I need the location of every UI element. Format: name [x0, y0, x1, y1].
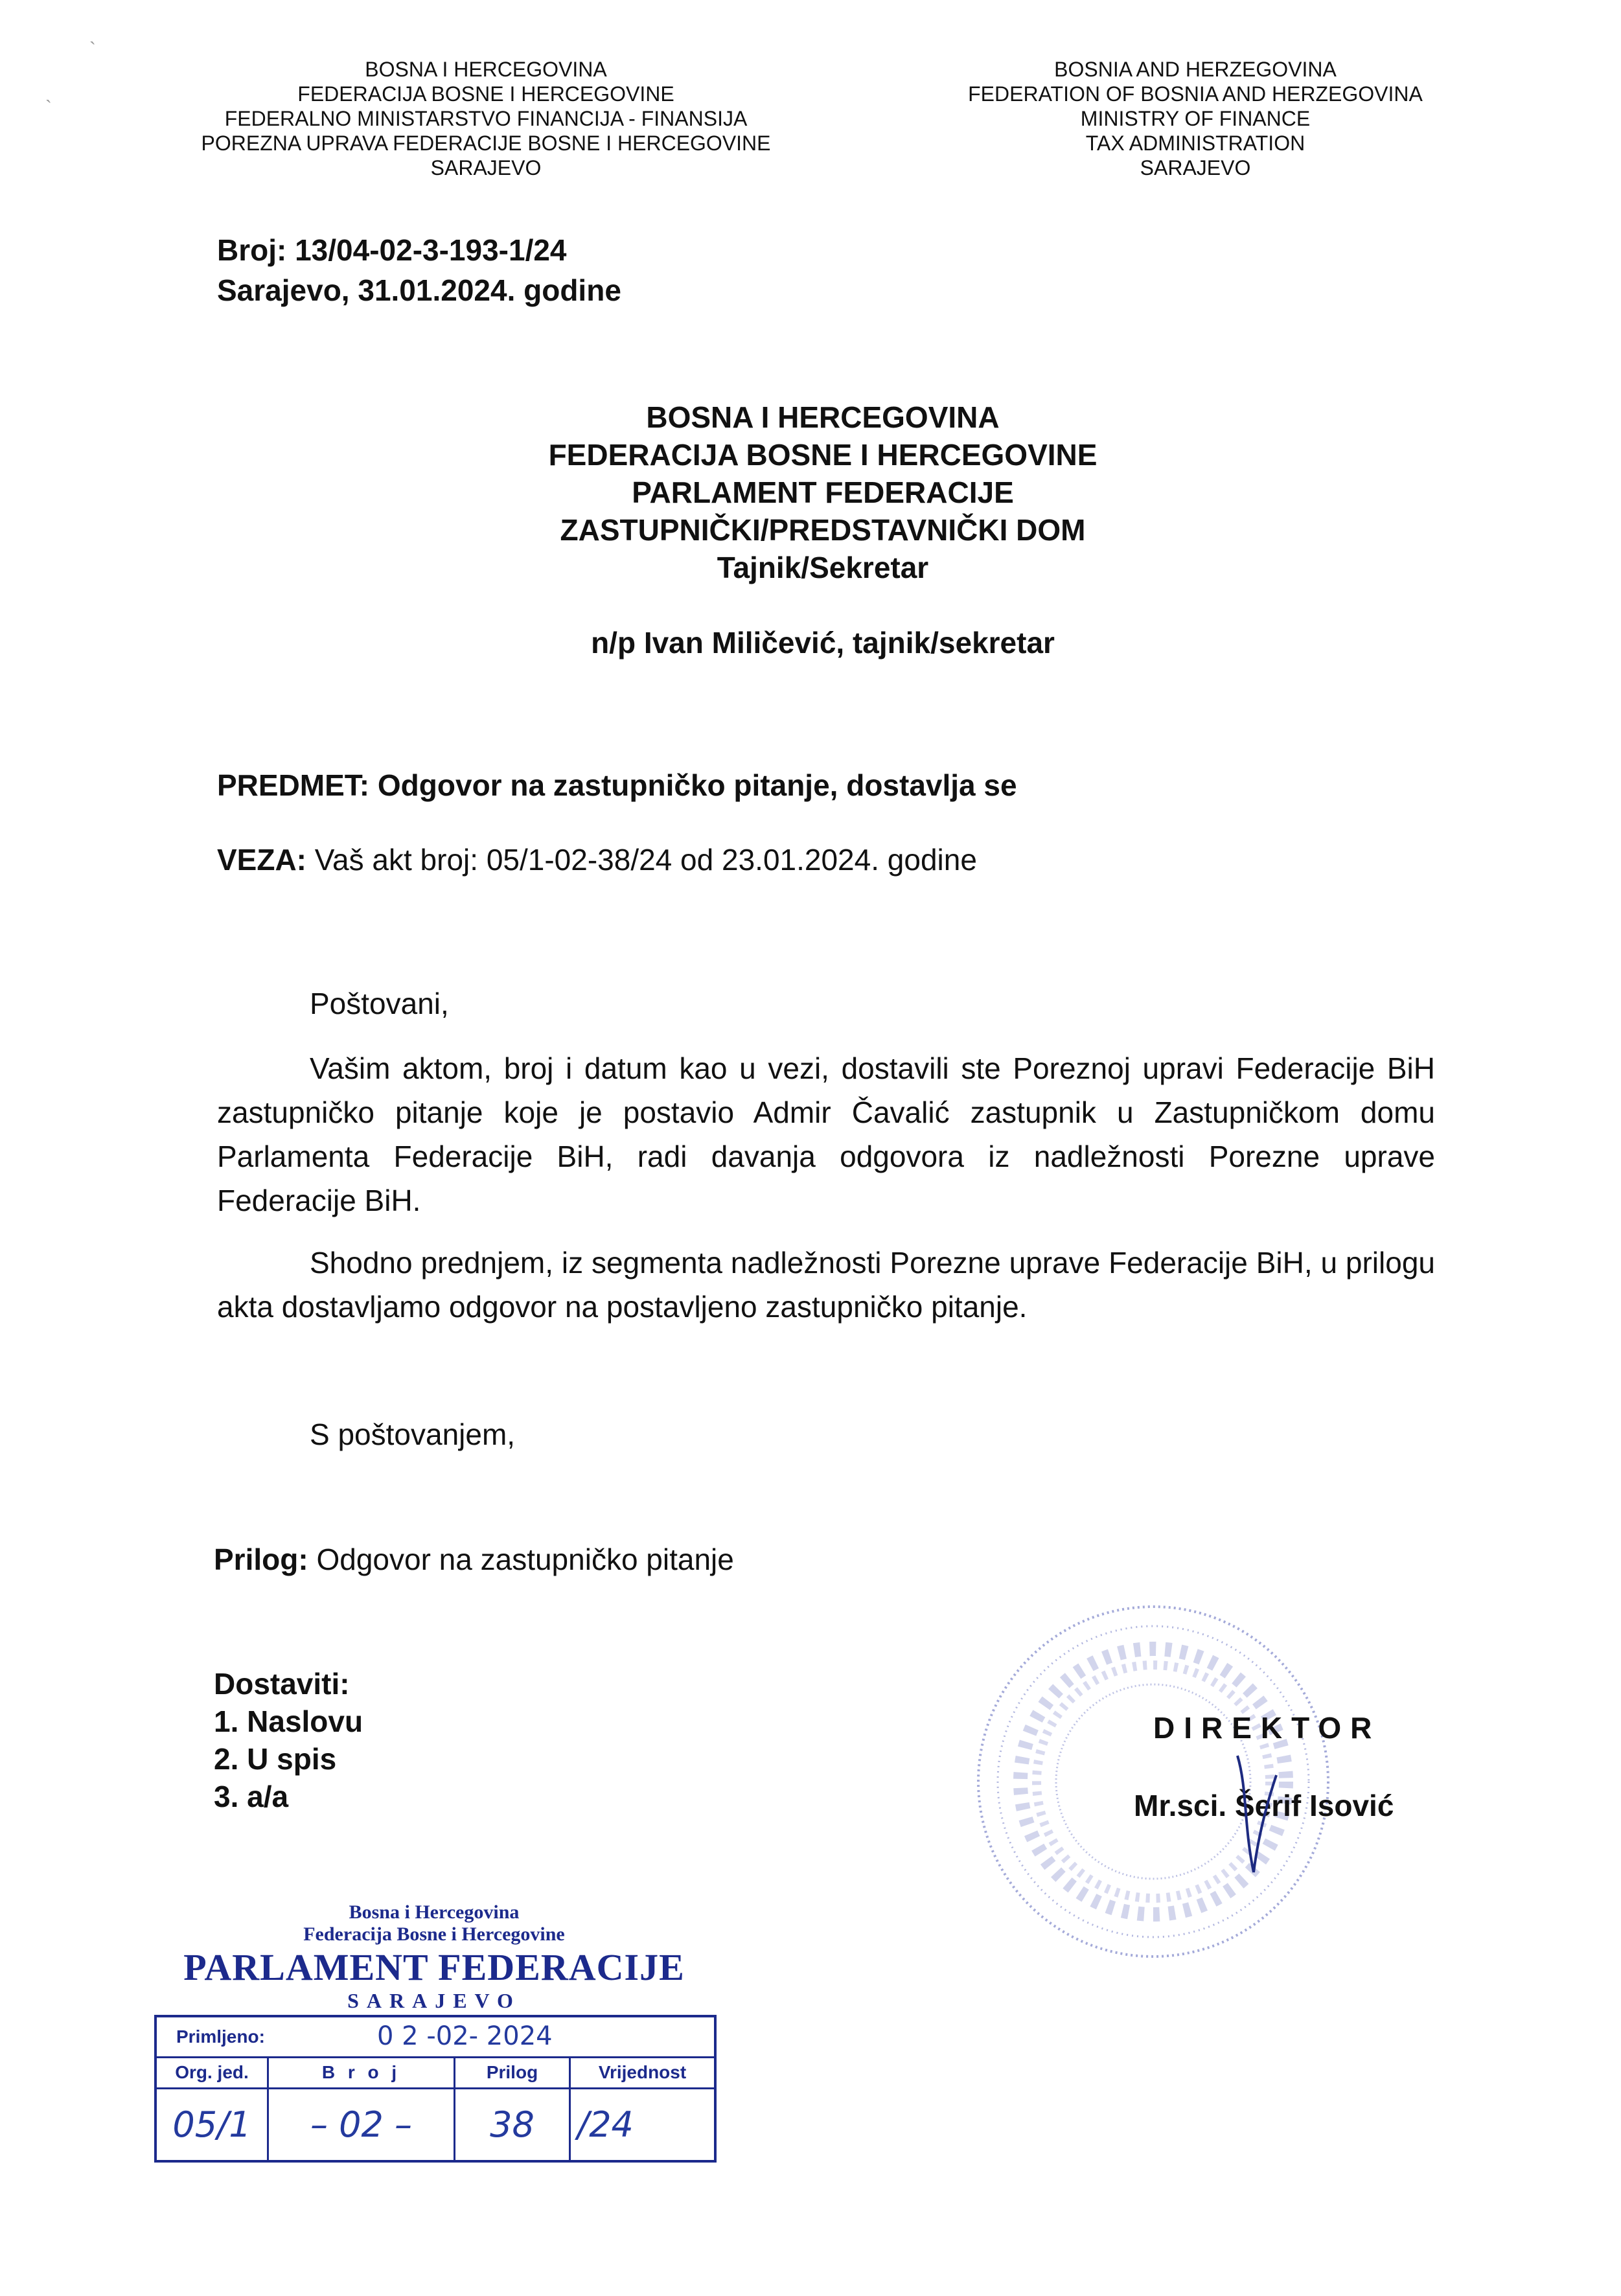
subject-line	[217, 768, 1017, 803]
distribution-item: 2. U spis	[214, 1742, 337, 1776]
reference-number: Broj: 13/04-02-3-193-1/24	[217, 233, 567, 267]
header-right-line: FEDERATION OF BOSNIA AND HERZEGOVINA	[968, 82, 1423, 106]
header-right-line: TAX ADMINISTRATION	[1085, 132, 1305, 155]
scan-mark: `	[89, 39, 96, 60]
stamp-line: Bosna i Hercegovina	[349, 1901, 520, 1923]
director-name: Mr.sci. Šerif Isović	[1134, 1789, 1394, 1822]
header-left-line: POREZNA UPRAVA FEDERACIJE BOSNE I HERCEGOVINE	[201, 132, 771, 155]
subject-text: Odgovor na zastupničko pitanje, dostavlja se	[377, 768, 1017, 802]
column-header-row	[157, 2058, 714, 2089]
value-row	[157, 2089, 714, 2160]
veza-label: VEZA:	[217, 843, 306, 877]
reference-date: Sarajevo, 31.01.2024. godine	[217, 273, 621, 307]
attention-line: n/p Ivan Miličević, tajnik/sekretar	[591, 626, 1055, 660]
column-header: Prilog	[455, 2058, 571, 2087]
stamp-line: Federacija Bosne i Hercegovine	[303, 1923, 565, 1945]
distribution-label: Dostaviti:	[214, 1667, 350, 1701]
header-right-line: BOSNIA AND HERZEGOVINA	[1054, 58, 1337, 81]
distribution-item: 3. a/a	[214, 1780, 289, 1813]
stamp-line: SARAJEVO	[347, 1989, 521, 2012]
received-date: 0 2 -02- 2024	[377, 2021, 553, 2051]
registration-box	[154, 2015, 717, 2163]
received-label: Primljeno:	[176, 2026, 265, 2047]
recipient-line: FEDERACIJA BOSNE I HERCEGOVINE	[548, 438, 1098, 472]
body-paragraph: Shodno prednjem, iz segmenta nadležnosti Porezne uprave Federacije BiH, u prilogu akta dostavljamo odgovor na postavljeno zastupničko pitanje.	[217, 1246, 1435, 1324]
value-cell: /24	[577, 2104, 634, 2145]
distribution-list	[214, 1665, 363, 1815]
header-right	[933, 57, 1458, 180]
value-cell: 05/1	[157, 2089, 269, 2160]
veza-line	[217, 842, 977, 877]
scan-mark: `	[45, 97, 52, 119]
value-cell: 38	[455, 2089, 571, 2160]
stamp-line: PARLAMENT FEDERACIJE	[183, 1946, 685, 1988]
header-left-line: FEDERALNO MINISTARSTVO FINANCIJA - FINANSIJA	[224, 107, 748, 130]
received-stamp-header	[149, 1901, 719, 2013]
director-title: DIREKTOR	[1153, 1711, 1381, 1745]
column-header: Vrijednost	[598, 2062, 687, 2082]
closing: S poštovanjem,	[310, 1418, 516, 1451]
salutation: Poštovani,	[310, 987, 449, 1020]
attachment-label: Prilog:	[214, 1543, 308, 1576]
recipient-line: ZASTUPNIČKI/PREDSTAVNIČKI DOM	[560, 513, 1086, 547]
body-paragraph: Vašim aktom, broj i datum kao u vezi, dostavili ste Poreznoj upravi Federacije BiH zastupničko pitanje koje je postavio Admir Čavalić zastupnik u Zastupničkom domu Parlamenta Federacije BiH, radi davanja odgovora iz nadležnosti Porezne uprave Federacije BiH.	[217, 1051, 1435, 1217]
header-left-line: FEDERACIJA BOSNE I HERCEGOVINE	[297, 82, 674, 106]
recipient-line: Tajnik/Sekretar	[717, 551, 929, 584]
header-left-line: BOSNA I HERCEGOVINA	[365, 58, 607, 81]
header-left	[162, 57, 810, 180]
header-right-line: MINISTRY OF FINANCE	[1080, 107, 1311, 130]
veza-text: Vaš akt broj: 05/1-02-38/24 od 23.01.2024. godine	[314, 843, 977, 877]
subject-label: PREDMET:	[217, 768, 370, 802]
distribution-item: 1. Naslovu	[214, 1705, 363, 1738]
value-cell: – 02 –	[269, 2089, 455, 2160]
recipient-line: BOSNA I HERCEGOVINA	[646, 400, 1000, 434]
column-header: Org. jed.	[157, 2058, 269, 2087]
recipient-block	[454, 398, 1192, 586]
reference-block	[217, 230, 621, 310]
attachment-text: Odgovor na zastupničko pitanje	[316, 1543, 734, 1576]
handwritten-signature	[1218, 1749, 1296, 1879]
recipient-line: PARLAMENT FEDERACIJE	[632, 476, 1014, 509]
header-right-line: SARAJEVO	[1140, 156, 1251, 179]
header-left-line: SARAJEVO	[430, 156, 542, 179]
column-header: B r o j	[269, 2058, 455, 2087]
received-row	[157, 2017, 714, 2058]
attachment-line	[214, 1542, 734, 1577]
